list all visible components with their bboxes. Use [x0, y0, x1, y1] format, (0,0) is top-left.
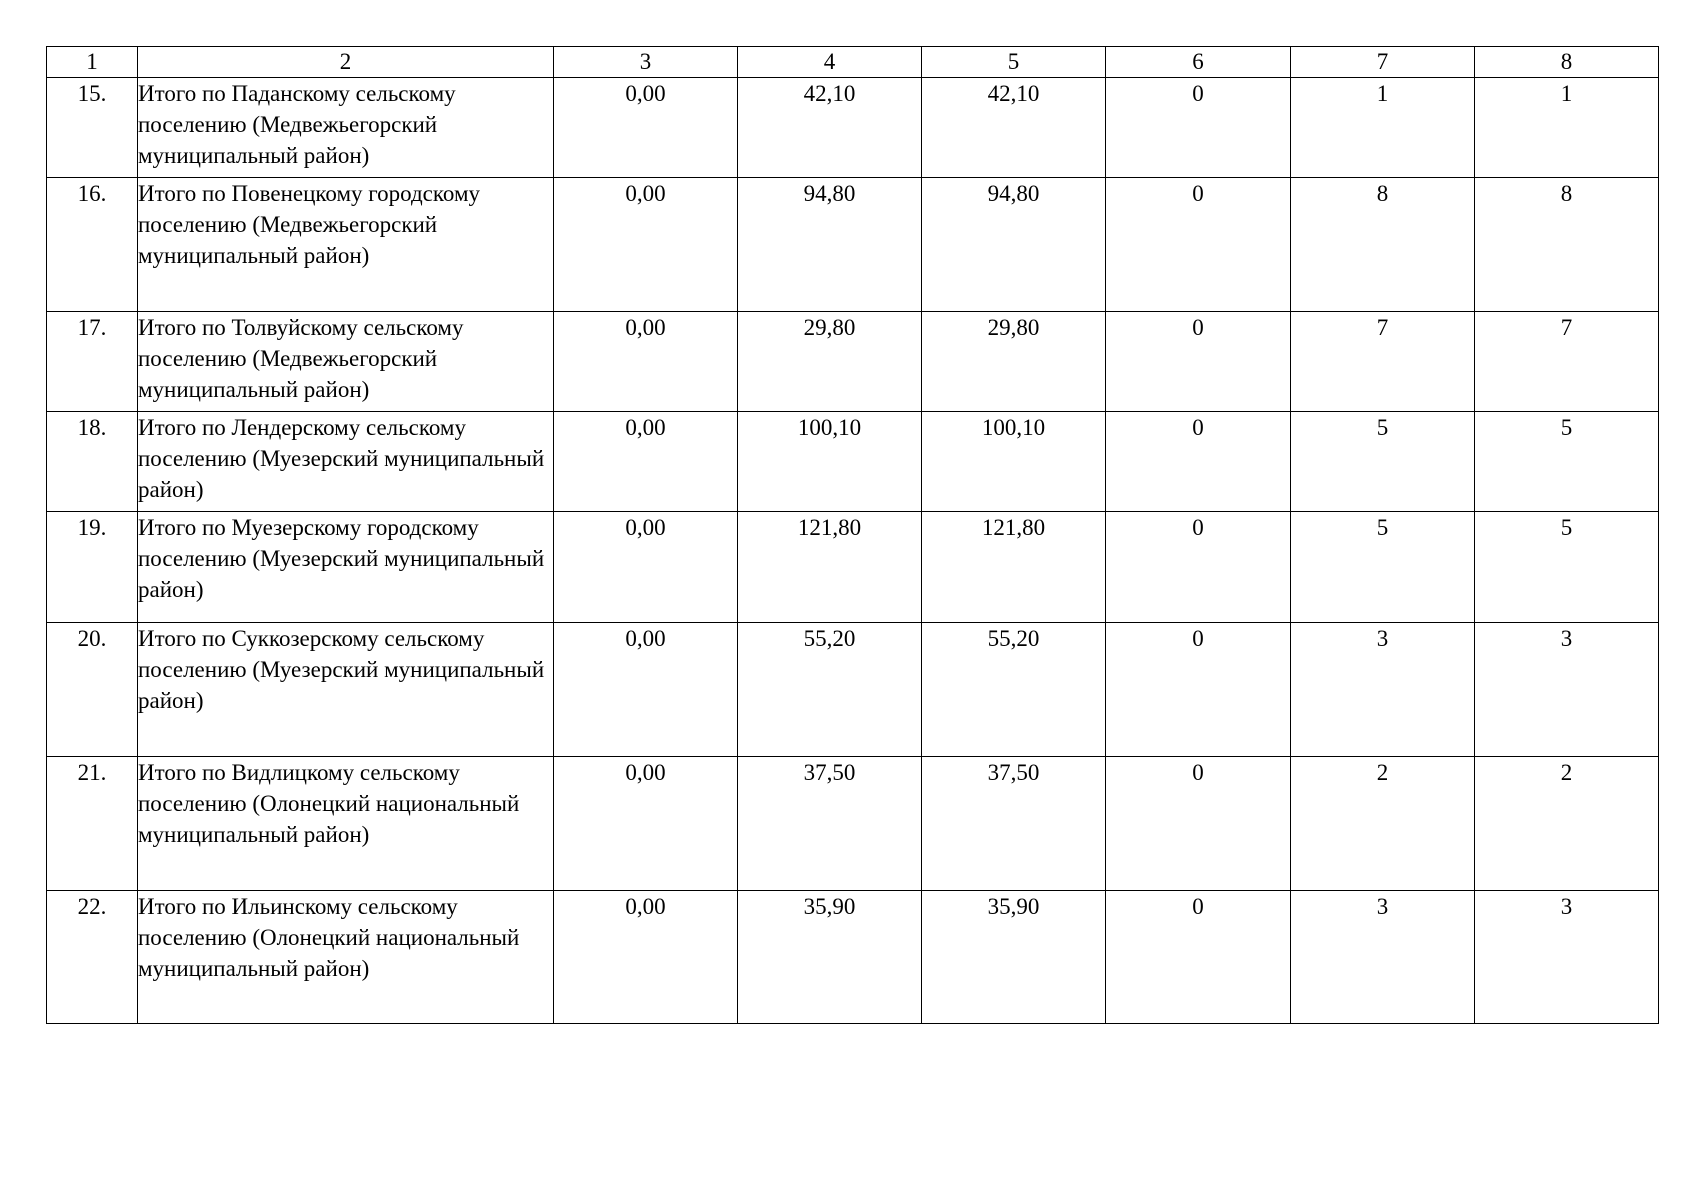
cell-col7: 8: [1291, 178, 1475, 312]
cell-col3: 0,00: [554, 78, 738, 178]
cell-col6: 0: [1106, 891, 1291, 1024]
cell-col5: 35,90: [922, 891, 1106, 1024]
row-number: 22.: [47, 891, 138, 1024]
row-number: 19.: [47, 512, 138, 623]
table-row: [47, 178, 1659, 312]
row-name: Итого по Лендерскому сельскому поселению (Муезерский муниципальный район): [138, 412, 554, 512]
row-number: 20.: [47, 623, 138, 757]
row-name: Итого по Видлицкому сельскому поселению (Олонецкий национальный муниципальный район): [138, 757, 554, 891]
cell-col5: 42,10: [922, 78, 1106, 178]
cell-col7: 2: [1291, 757, 1475, 891]
cell-col5: 94,80: [922, 178, 1106, 312]
cell-col8: 3: [1475, 891, 1659, 1024]
cell-col8: 1: [1475, 78, 1659, 178]
cell-col4: 100,10: [738, 412, 922, 512]
table-row: [47, 412, 1659, 512]
cell-col8: 3: [1475, 623, 1659, 757]
cell-col5: 29,80: [922, 312, 1106, 412]
cell-col4: 37,50: [738, 757, 922, 891]
cell-col3: 0,00: [554, 512, 738, 623]
table-row: [47, 512, 1659, 623]
cell-col4: 121,80: [738, 512, 922, 623]
cell-col7: 5: [1291, 412, 1475, 512]
cell-col6: 0: [1106, 178, 1291, 312]
cell-col4: 35,90: [738, 891, 922, 1024]
row-name: Итого по Муезерскому городскому поселению (Муезерский муниципальный район): [138, 512, 554, 623]
cell-col3: 0,00: [554, 757, 738, 891]
header-cell: 1: [47, 47, 138, 78]
cell-col7: 3: [1291, 891, 1475, 1024]
cell-col7: 1: [1291, 78, 1475, 178]
row-name: Итого по Толвуйскому сельскому поселению (Медвежьегорский муниципальный район): [138, 312, 554, 412]
header-cell: 3: [554, 47, 738, 78]
table-row: [47, 78, 1659, 178]
row-name: Итого по Паданскому сельскому поселению (Медвежьегорский муниципальный район): [138, 78, 554, 178]
cell-col8: 5: [1475, 412, 1659, 512]
cell-col6: 0: [1106, 512, 1291, 623]
row-number: 17.: [47, 312, 138, 412]
cell-col4: 42,10: [738, 78, 922, 178]
cell-col6: 0: [1106, 412, 1291, 512]
header-cell: 8: [1475, 47, 1659, 78]
cell-col3: 0,00: [554, 412, 738, 512]
cell-col7: 7: [1291, 312, 1475, 412]
data-table: [46, 46, 1659, 1024]
row-name: Итого по Ильинскому сельскому поселению (Олонецкий национальный муниципальный район): [138, 891, 554, 1024]
cell-col6: 0: [1106, 623, 1291, 757]
cell-col4: 55,20: [738, 623, 922, 757]
cell-col7: 5: [1291, 512, 1475, 623]
row-number: 15.: [47, 78, 138, 178]
cell-col8: 8: [1475, 178, 1659, 312]
header-cell: 4: [738, 47, 922, 78]
cell-col8: 2: [1475, 757, 1659, 891]
cell-col4: 29,80: [738, 312, 922, 412]
cell-col3: 0,00: [554, 178, 738, 312]
row-number: 21.: [47, 757, 138, 891]
header-cell: 5: [922, 47, 1106, 78]
table-row: [47, 891, 1659, 1024]
cell-col3: 0,00: [554, 891, 738, 1024]
cell-col8: 5: [1475, 512, 1659, 623]
cell-col3: 0,00: [554, 312, 738, 412]
cell-col6: 0: [1106, 78, 1291, 178]
cell-col5: 37,50: [922, 757, 1106, 891]
header-cell: 6: [1106, 47, 1291, 78]
cell-col6: 0: [1106, 757, 1291, 891]
cell-col5: 100,10: [922, 412, 1106, 512]
cell-col6: 0: [1106, 312, 1291, 412]
header-cell: 7: [1291, 47, 1475, 78]
header-cell: 2: [138, 47, 554, 78]
cell-col4: 94,80: [738, 178, 922, 312]
row-number: 18.: [47, 412, 138, 512]
table-row: [47, 312, 1659, 412]
table-row: [47, 757, 1659, 891]
cell-col7: 3: [1291, 623, 1475, 757]
cell-col5: 121,80: [922, 512, 1106, 623]
table-row: [47, 623, 1659, 757]
cell-col8: 7: [1475, 312, 1659, 412]
row-name: Итого по Суккозерскому сельскому поселению (Муезерский муниципальный район): [138, 623, 554, 757]
row-number: 16.: [47, 178, 138, 312]
cell-col3: 0,00: [554, 623, 738, 757]
table-header-row: [47, 47, 1659, 78]
cell-col5: 55,20: [922, 623, 1106, 757]
row-name: Итого по Повенецкому городскому поселению (Медвежьегорский муниципальный район): [138, 178, 554, 312]
